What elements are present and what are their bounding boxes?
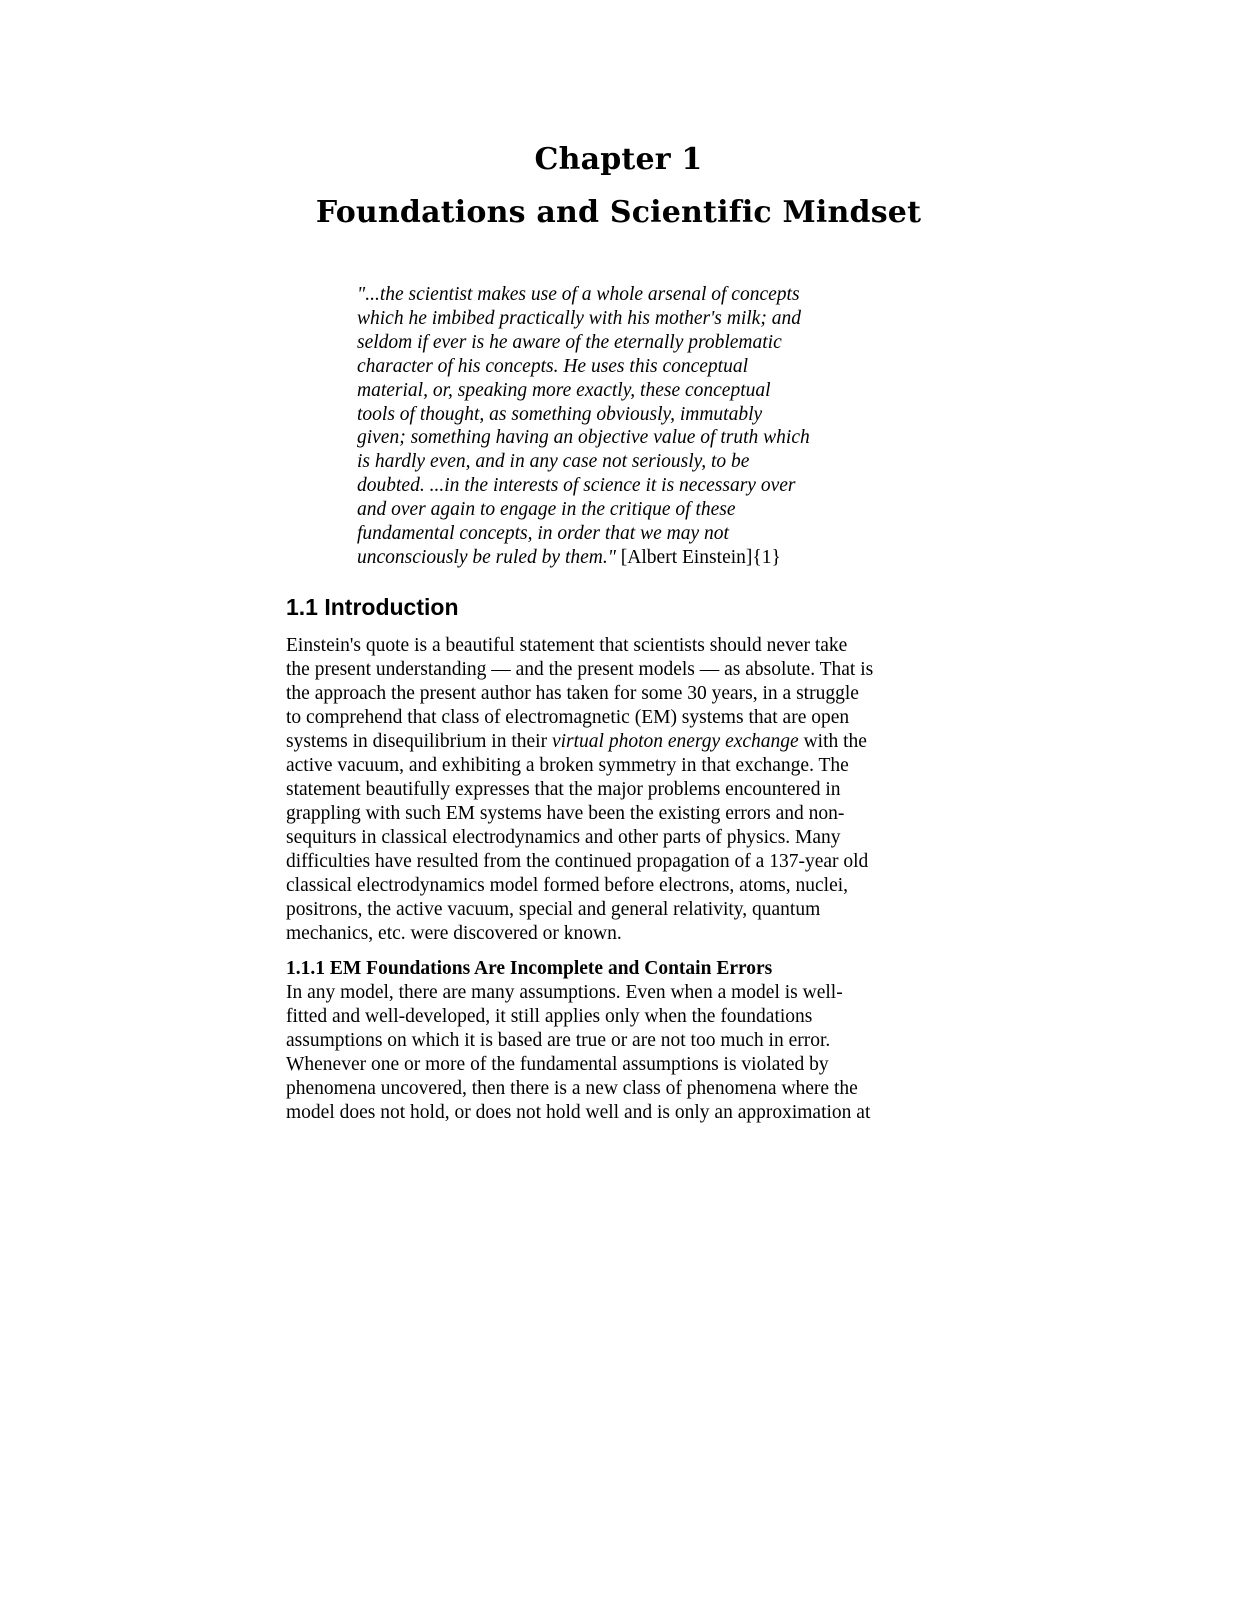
paragraph-text: with the [798, 731, 867, 752]
paragraph-line: grappling with such EM systems have been the existing errors and non- [286, 803, 845, 824]
paragraph-line: classical electrodynamics model formed before electrons, atoms, nuclei, [286, 875, 849, 896]
epigraph-line: which he imbibed practically with his mother's milk; and [357, 307, 801, 329]
paragraph-line: In any model, there are many assumptions. Even when a model is well- [286, 982, 843, 1003]
paragraph-line: statement beautifully expresses that the major problems encountered in [286, 779, 841, 800]
epigraph-quote-end: unconsciously be ruled by them." [357, 546, 616, 568]
paragraph-line: model does not hold, or does not hold well and is only an approximation at [286, 1102, 871, 1123]
paragraph-line: the present understanding — and the present models — as absolute. That is [286, 659, 874, 680]
epigraph-line: "...the scientist makes use of a whole arsenal of concepts [357, 284, 800, 305]
paragraph-line: to comprehend that class of electromagnetic (EM) systems that are open [286, 707, 850, 728]
paragraph-line: Einstein's quote is a beautiful statement that scientists should never take [286, 635, 848, 656]
paragraph-line: phenomena uncovered, then there is a new class of phenomena where the [286, 1078, 858, 1099]
epigraph-line: tools of thought, as something obviously, immutably [357, 403, 763, 425]
epigraph-line: and over again to engage in the critique of these [357, 499, 736, 521]
epigraph-line: doubted. ...in the interests of science it is necessary over [357, 475, 796, 497]
paragraph-line-with-emphasis [286, 730, 946, 754]
paragraph-line: mechanics, etc. were discovered or known. [286, 923, 622, 944]
chapter-label: Chapter 1 [534, 142, 703, 177]
paragraph-line: Whenever one or more of the fundamental assumptions is violated by [286, 1054, 829, 1075]
chapter-title: Foundations and Scientific Mindset [315, 195, 922, 230]
paragraph-line: positrons, the active vacuum, special and general relativity, quantum [286, 899, 821, 920]
emphasized-phrase: virtual photon energy exchange [551, 731, 799, 752]
epigraph-quote [357, 283, 877, 570]
subsection-heading-em-foundations: 1.1.1 EM Foundations Are Incomplete and Contain Errors [286, 958, 773, 979]
epigraph-line: seldom if ever is he aware of the eternally problematic [357, 331, 782, 353]
paragraph-line: sequiturs in classical electrodynamics and other parts of physics. Many [286, 827, 841, 848]
introduction-paragraph [286, 634, 946, 946]
section-heading-introduction: 1.1 Introduction [286, 594, 459, 620]
epigraph-last-line [357, 546, 877, 570]
epigraph-line: is hardly even, and in any case not seriously, to be [357, 451, 750, 473]
epigraph-line: fundamental concepts, in order that we may not [357, 523, 729, 545]
paragraph-line: assumptions on which it is based are true or are not too much in error. [286, 1030, 831, 1051]
epigraph-attribution: [Albert Einstein]{1} [615, 546, 781, 568]
epigraph-line: material, or, speaking more exactly, these conceptual [357, 379, 771, 401]
paragraph-line: fitted and well-developed, it still applies only when the foundations [286, 1006, 813, 1027]
epigraph-line: character of his concepts. He uses this conceptual [357, 355, 748, 377]
paragraph-text: systems in disequilibrium in their [286, 731, 552, 752]
epigraph-line: given; something having an objective value of truth which [357, 427, 810, 449]
paragraph-line: the approach the present author has taken for some 30 years, in a struggle [286, 683, 859, 704]
paragraph-line: active vacuum, and exhibiting a broken symmetry in that exchange. The [286, 755, 849, 776]
em-foundations-paragraph [286, 981, 946, 1125]
paragraph-line: difficulties have resulted from the continued propagation of a 137-year old [286, 851, 869, 872]
